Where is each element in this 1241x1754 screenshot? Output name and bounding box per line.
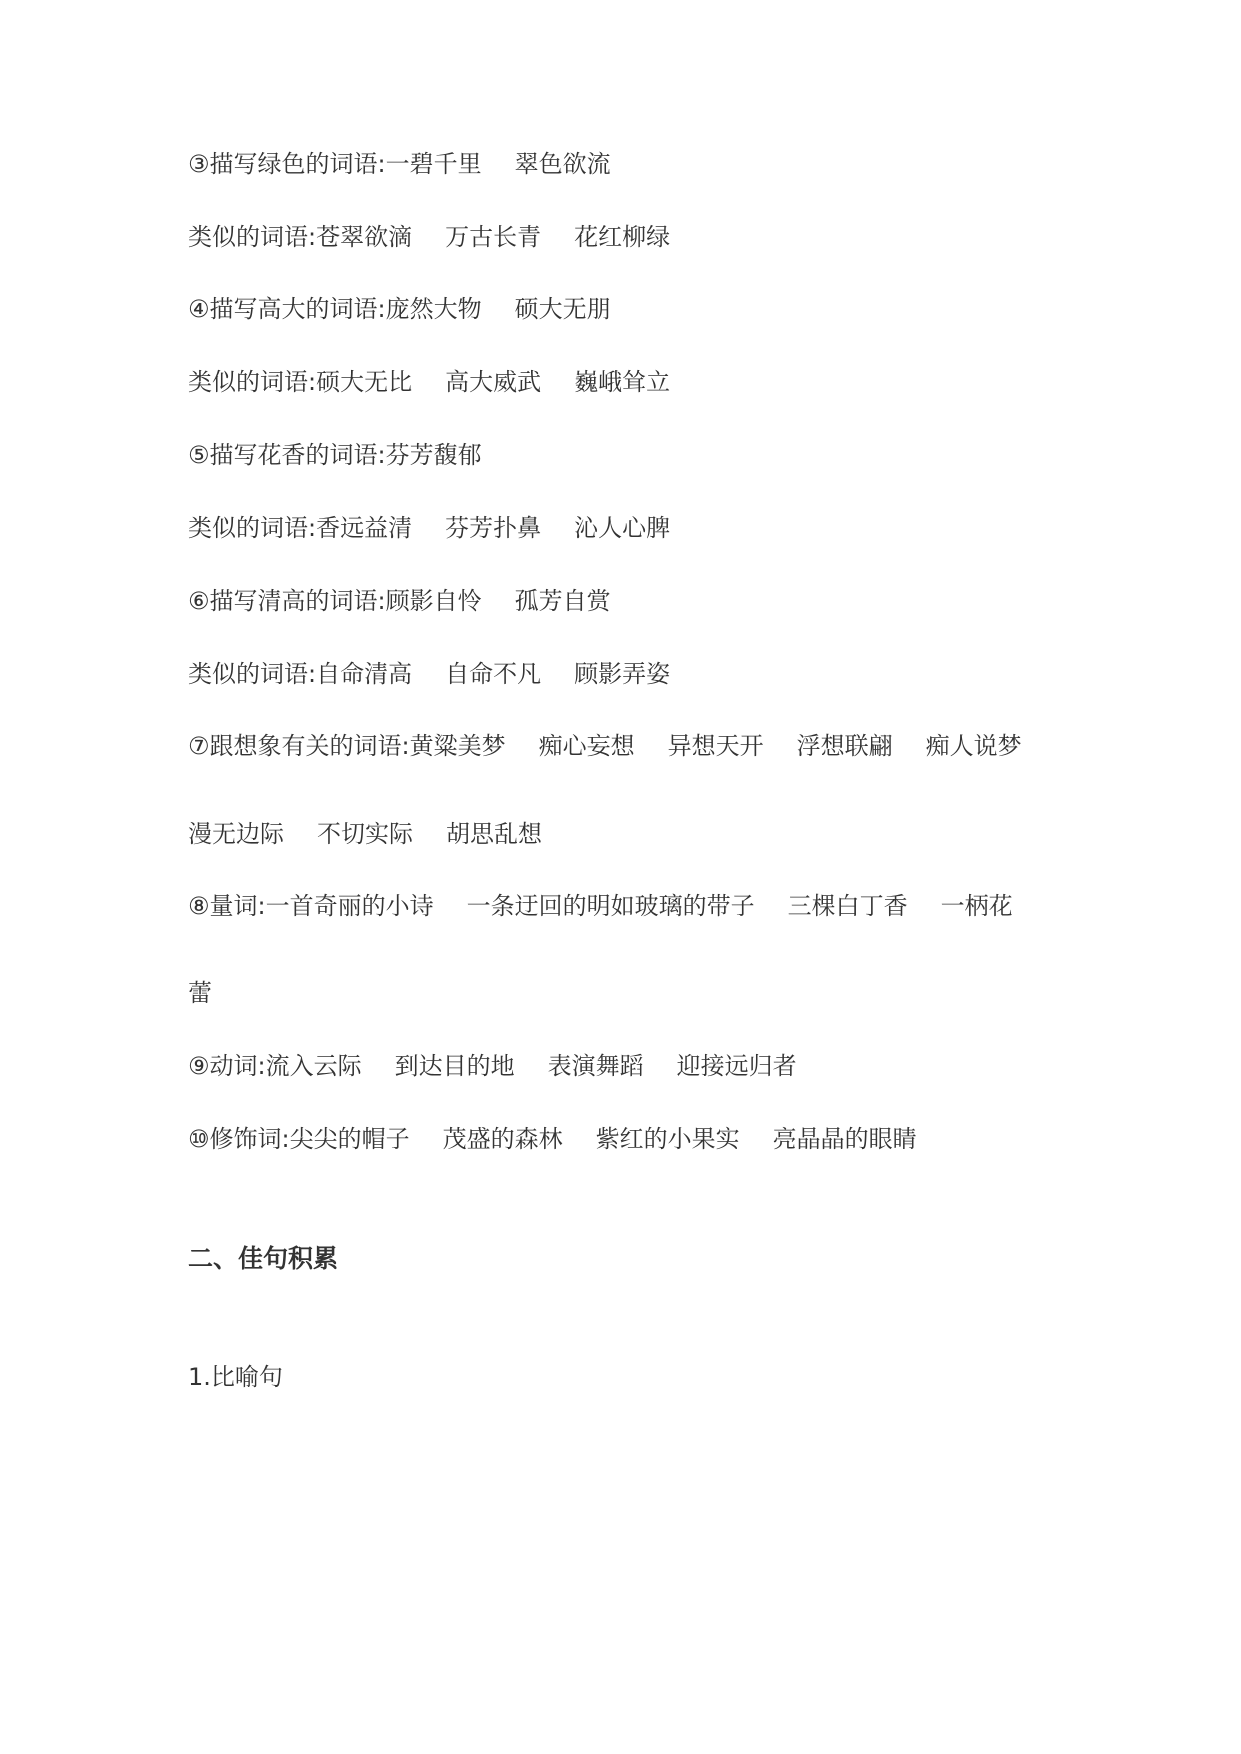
word-line-tall-similar xyxy=(188,365,670,399)
section-heading: 二、佳句积累 xyxy=(188,1244,339,1273)
word-line-measure xyxy=(188,889,1013,923)
line-text: 一条迂回的明如玻璃的带子 xyxy=(466,892,755,920)
word-line-aloof-similar xyxy=(188,657,670,691)
line-text: 紫红的小果实 xyxy=(595,1125,740,1153)
word-line-green xyxy=(188,147,611,181)
line-text: 浮想联翩 xyxy=(796,732,893,760)
word-line-tall xyxy=(188,292,611,326)
line-text: 一柄花 xyxy=(940,892,1013,920)
word-line-fragrance xyxy=(188,438,482,472)
word-line-imagination xyxy=(188,729,1022,763)
line-text: 茂盛的森林 xyxy=(442,1125,563,1153)
line-text: ④描写高大的词语:庞然大物 xyxy=(188,295,482,323)
word-line-imagination-cont xyxy=(188,817,542,851)
subheading xyxy=(188,1360,283,1394)
word-line-aloof xyxy=(188,584,611,618)
line-text: 类似的词语:自命清高 xyxy=(188,660,413,688)
line-text: ⑤描写花香的词语:芬芳馥郁 xyxy=(188,441,482,469)
word-line-green-similar xyxy=(188,220,670,254)
line-text: 自命不凡 xyxy=(445,660,542,688)
line-text: ⑨动词:流入云际 xyxy=(188,1052,362,1080)
line-text: 表演舞蹈 xyxy=(547,1052,644,1080)
line-text: 类似的词语:硕大无比 xyxy=(188,368,413,396)
line-text: 花红柳绿 xyxy=(574,223,671,251)
line-text: 沁人心脾 xyxy=(574,514,671,542)
word-line-measure-cont xyxy=(188,976,212,1010)
line-text: 三棵白丁香 xyxy=(787,892,908,920)
line-text: 孤芳自赏 xyxy=(514,587,611,615)
line-text: 蕾 xyxy=(188,979,212,1007)
line-text: 硕大无朋 xyxy=(514,295,611,323)
word-line-fragrance-similar xyxy=(188,511,670,545)
line-text: ⑧量词:一首奇丽的小诗 xyxy=(188,892,434,920)
line-text: 异想天开 xyxy=(667,732,764,760)
line-text: 痴人说梦 xyxy=(925,732,1022,760)
line-text: 芬芳扑鼻 xyxy=(445,514,542,542)
line-text: 高大威武 xyxy=(445,368,542,396)
line-text: ⑩修饰词:尖尖的帽子 xyxy=(188,1125,410,1153)
line-text: ⑦跟想象有关的词语:黄粱美梦 xyxy=(188,732,506,760)
word-line-modifiers xyxy=(188,1122,917,1156)
line-text: ⑥描写清高的词语:顾影自怜 xyxy=(188,587,482,615)
line-text: 迎接远归者 xyxy=(676,1052,797,1080)
line-text: 类似的词语:苍翠欲滴 xyxy=(188,223,413,251)
word-line-verbs xyxy=(188,1049,797,1083)
line-text: 翠色欲流 xyxy=(514,150,611,178)
line-text: 巍峨耸立 xyxy=(574,368,671,396)
line-text: ③描写绿色的词语:一碧千里 xyxy=(188,150,482,178)
line-text: 痴心妄想 xyxy=(538,732,635,760)
line-text: 顾影弄姿 xyxy=(574,660,671,688)
line-text: 到达目的地 xyxy=(394,1052,515,1080)
subheading-text: 1.比喻句 xyxy=(188,1363,283,1391)
line-text: 亮晶晶的眼睛 xyxy=(772,1125,917,1153)
line-text: 万古长青 xyxy=(445,223,542,251)
line-text: 不切实际 xyxy=(317,820,413,848)
line-text: 类似的词语:香远益清 xyxy=(188,514,413,542)
line-text: 漫无边际 xyxy=(188,820,284,848)
line-text: 胡思乱想 xyxy=(446,820,542,848)
